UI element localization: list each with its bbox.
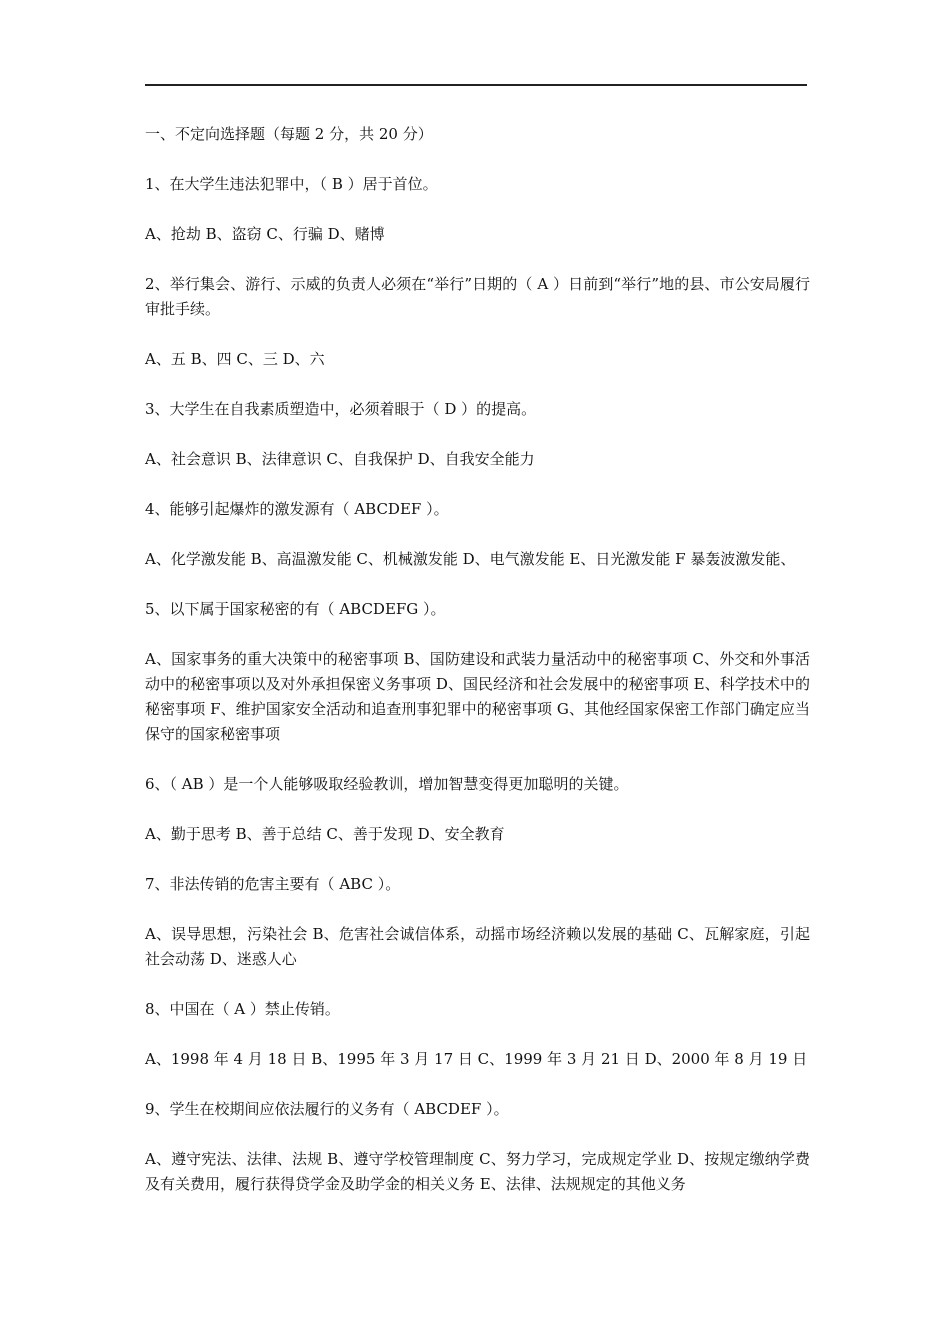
question-8: 8、中国在（ A ）禁止传销。 <box>145 1000 340 1018</box>
question-2: 2、举行集会、游行、示威的负责人必须在“举行”日期的（ A ）日前到“举行”地的县、市公安局履行审批手续。 <box>145 275 810 318</box>
question-5: 5、以下属于国家秘密的有（ ABCDEFG ）。 <box>145 600 446 618</box>
document-page <box>145 0 810 1344</box>
question-7: 7、非法传销的危害主要有（ ABC ）。 <box>145 875 401 893</box>
question-9-options: A、遵守宪法、法律、法规 B、遵守学校管理制度 C、努力学习，完成规定学业 D、按规定缴纳学费及有关费用，履行获得贷学金及助学金的相关义务 E、法律、法规规定的其他义务 <box>145 1150 810 1193</box>
question-6-options: A、勤于思考 B、善于总结 C、善于发现 D、安全教育 <box>145 825 505 843</box>
question-9: 9、学生在校期间应依法履行的义务有（ ABCDEF ）。 <box>145 1100 509 1118</box>
document-content <box>145 122 810 1221</box>
question-3: 3、大学生在自我素质塑造中，必须着眼于（ D ）的提高。 <box>145 400 537 418</box>
question-1: 1、在大学生违法犯罪中，（ B ）居于首位。 <box>145 175 438 193</box>
header-rule <box>145 84 807 86</box>
question-4-options: A、化学激发能 B、高温激发能 C、机械激发能 D、电气激发能 E、日光激发能 F 暴轰波激发能、 <box>145 550 796 568</box>
question-6: 6、（ AB ）是一个人能够吸取经验教训，增加智慧变得更加聪明的关键。 <box>145 775 629 793</box>
question-4: 4、能够引起爆炸的激发源有（ ABCDEF ）。 <box>145 500 449 518</box>
question-1-options: A、抢劫 B、盗窃 C、行骗 D、赌博 <box>145 225 385 243</box>
question-2-options: A、五 B、四 C、三 D、六 <box>145 350 325 368</box>
question-8-options: A、1998 年 4 月 18 日 B、1995 年 3 月 17 日 C、1999 年 3 月 21 日 D、2000 年 8 月 19 日 <box>145 1050 808 1068</box>
section-title: 一、不定向选择题（每题 2 分，共 20 分） <box>145 125 433 143</box>
question-7-options: A、误导思想，污染社会 B、危害社会诚信体系，动摇市场经济赖以发展的基础 C、瓦解家庭，引起社会动荡 D、迷惑人心 <box>145 925 810 968</box>
question-3-options: A、社会意识 B、法律意识 C、自我保护 D、自我安全能力 <box>145 450 535 468</box>
question-5-options: A、国家事务的重大决策中的秘密事项 B、国防建设和武装力量活动中的秘密事项 C、外交和外事活动中的秘密事项以及对外承担保密义务事项 D、国民经济和社会发展中的秘密事项 E、科学技术中的秘密事项 F、维护国家安全活动和追查刑事犯罪中的秘密事项 G、其他经国家保密工作部门确定应当保守的国家秘密事项 <box>145 650 810 743</box>
